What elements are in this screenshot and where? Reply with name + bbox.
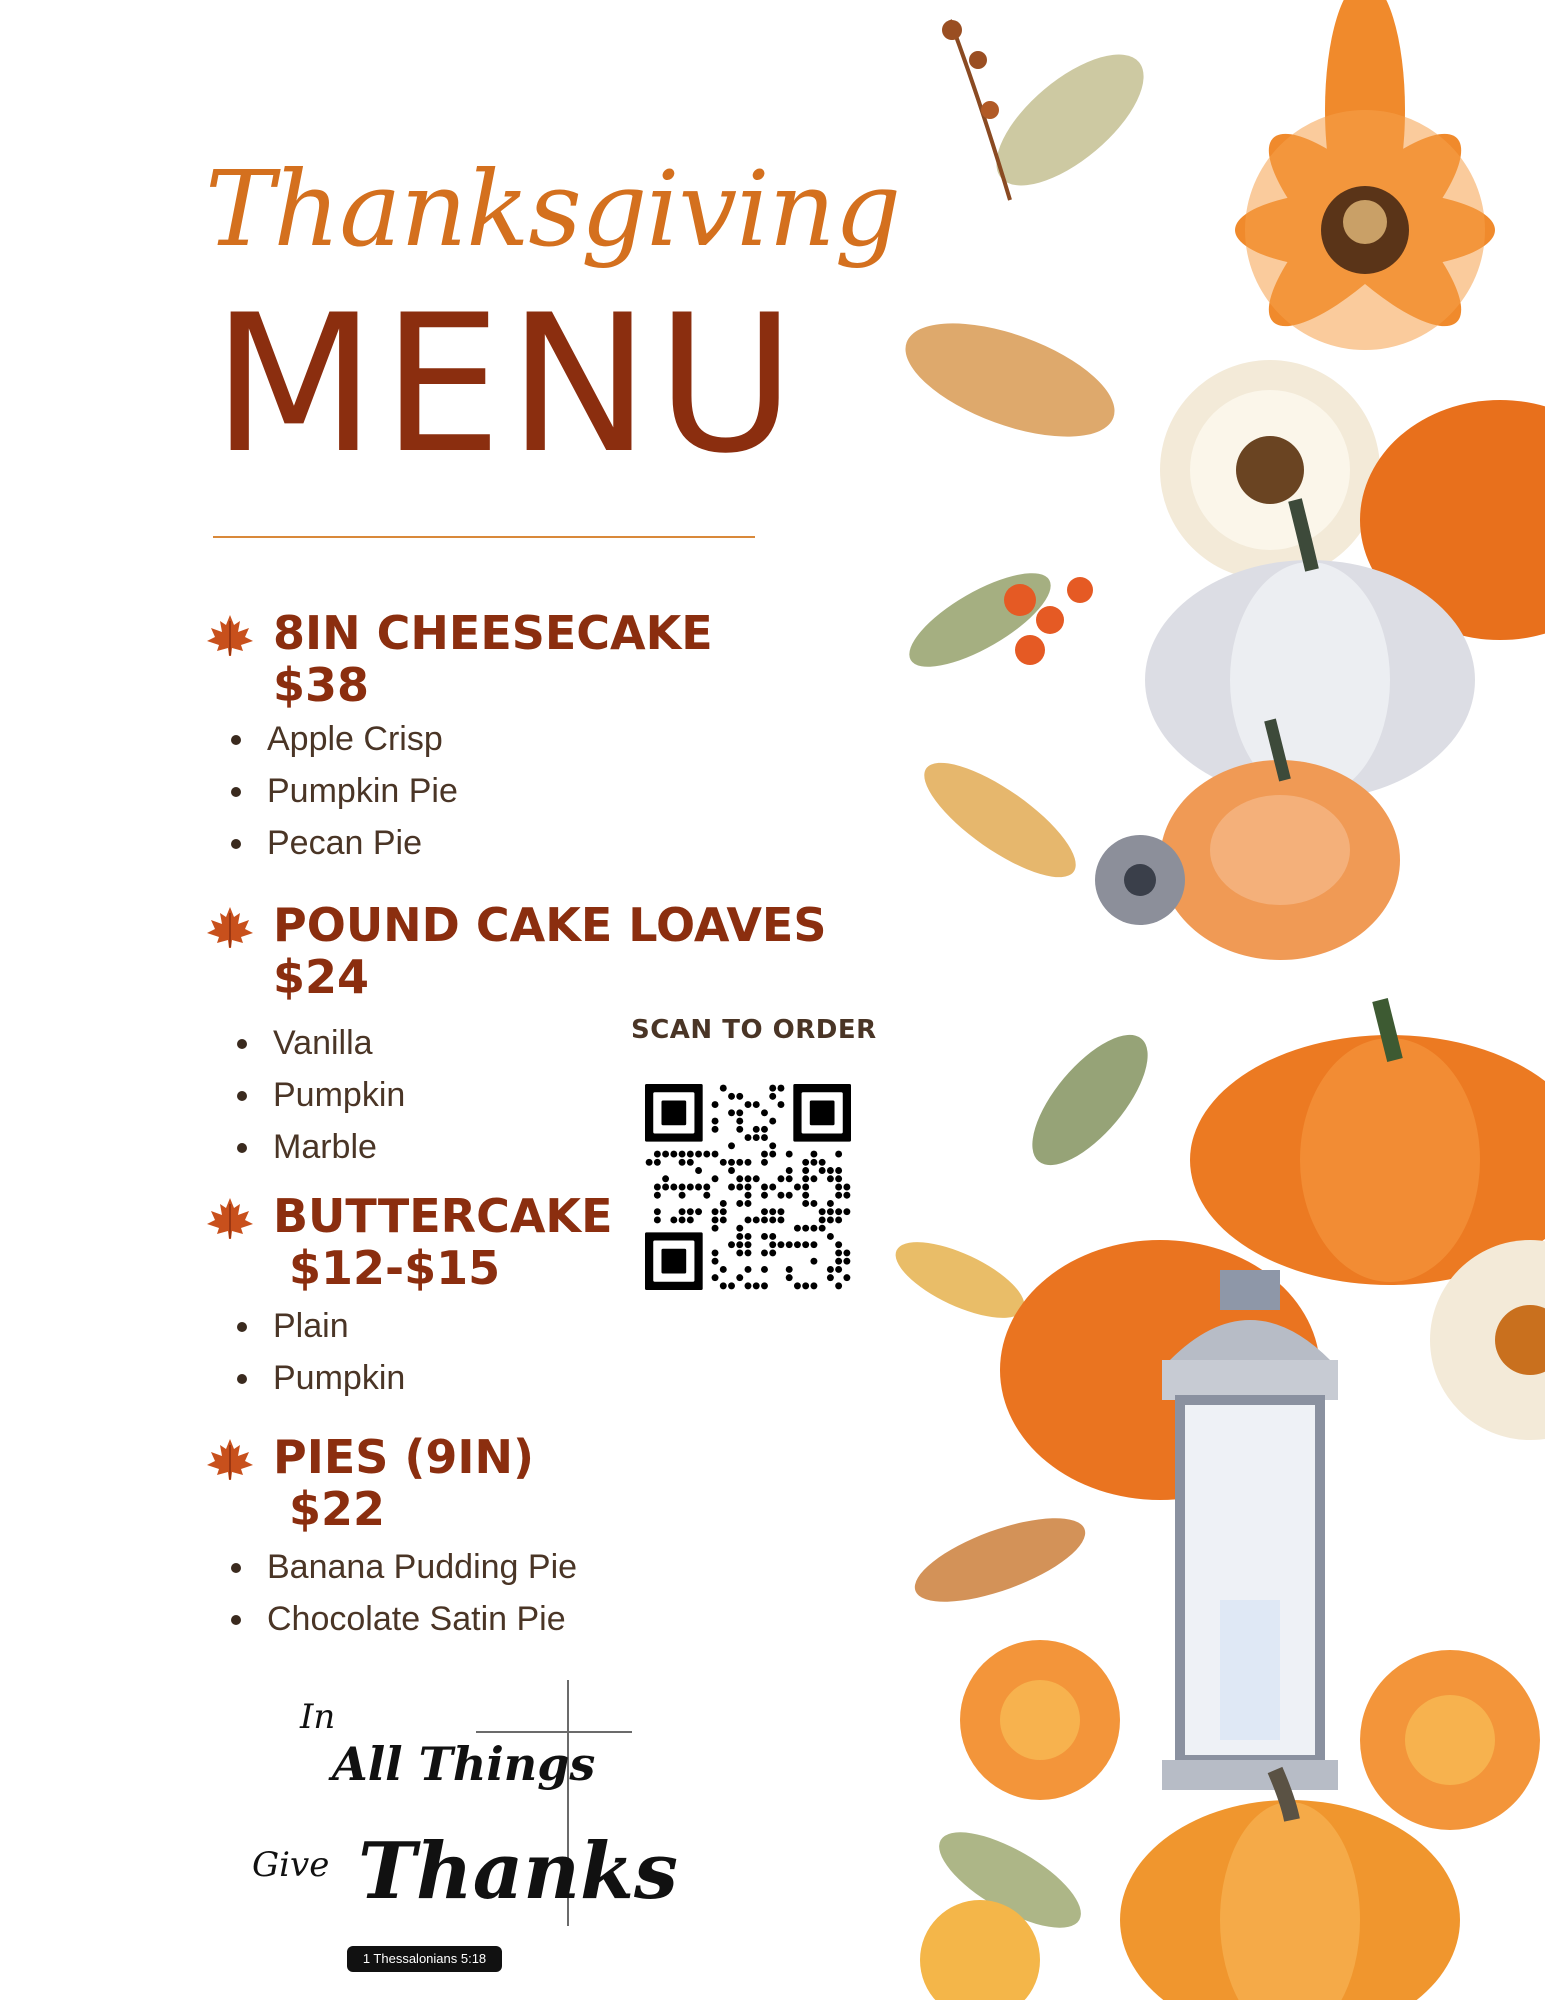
list-item: Pumpkin [211, 1069, 826, 1121]
section-price: $24 [273, 950, 370, 1004]
list-item: Vanilla [211, 1017, 826, 1069]
item-list [211, 1300, 613, 1404]
scan-to-order-label: SCAN TO ORDER [631, 1015, 877, 1045]
item-list [205, 1541, 577, 1645]
blessing-line-2: All Things [332, 1737, 596, 1791]
blessing-line-4: Thanks [358, 1826, 678, 1917]
blessing-lettering [240, 1676, 678, 1956]
autumn-floral-artwork [890, 0, 1545, 2000]
section-price: $12-$15 [273, 1241, 501, 1295]
list-item: Chocolate Satin Pie [205, 1593, 577, 1645]
orange-sunflower [1235, 0, 1495, 350]
section-price: $22 [273, 1482, 386, 1536]
main-title: MENU [212, 274, 802, 495]
maple-leaf-icon [205, 905, 255, 949]
list-item: Pumpkin Pie [205, 765, 713, 817]
maple-leaf-icon [205, 1196, 255, 1240]
section-heading [205, 607, 713, 711]
section-title: POUND CAKE LOAVES [273, 898, 827, 952]
list-item: Pecan Pie [205, 817, 713, 869]
title-divider [213, 536, 755, 538]
section-title: 8IN CHEESECAKE [273, 606, 713, 660]
script-title: Thanksgiving [205, 148, 901, 270]
lantern [1162, 1270, 1338, 1790]
list-item: Marble [211, 1121, 826, 1173]
section-title: PIES (9IN) [273, 1430, 535, 1484]
section-heading [205, 899, 826, 1003]
maple-leaf-icon [205, 613, 255, 657]
menu-section-pies [205, 1431, 577, 1645]
white-daisy [1160, 360, 1380, 580]
maple-leaf-icon [205, 1437, 255, 1481]
blessing-line-1: In [300, 1697, 336, 1737]
section-price: $38 [273, 658, 370, 712]
blessing-line-3: Give [252, 1845, 330, 1885]
list-item: Plain [211, 1300, 613, 1352]
section-title: BUTTERCAKE [273, 1189, 613, 1243]
list-item: Pumpkin [211, 1352, 613, 1404]
menu-section-cheesecake [205, 607, 713, 869]
section-heading [205, 1190, 613, 1294]
qr-code[interactable] [645, 1084, 851, 1290]
large-pumpkin [1190, 1000, 1545, 1285]
list-item: Apple Crisp [205, 713, 713, 765]
verse-badge: 1 Thessalonians 5:18 [347, 1946, 502, 1972]
list-item: Banana Pudding Pie [205, 1541, 577, 1593]
item-list [205, 713, 713, 869]
menu-section-buttercake [205, 1190, 613, 1404]
section-heading [205, 1431, 577, 1535]
